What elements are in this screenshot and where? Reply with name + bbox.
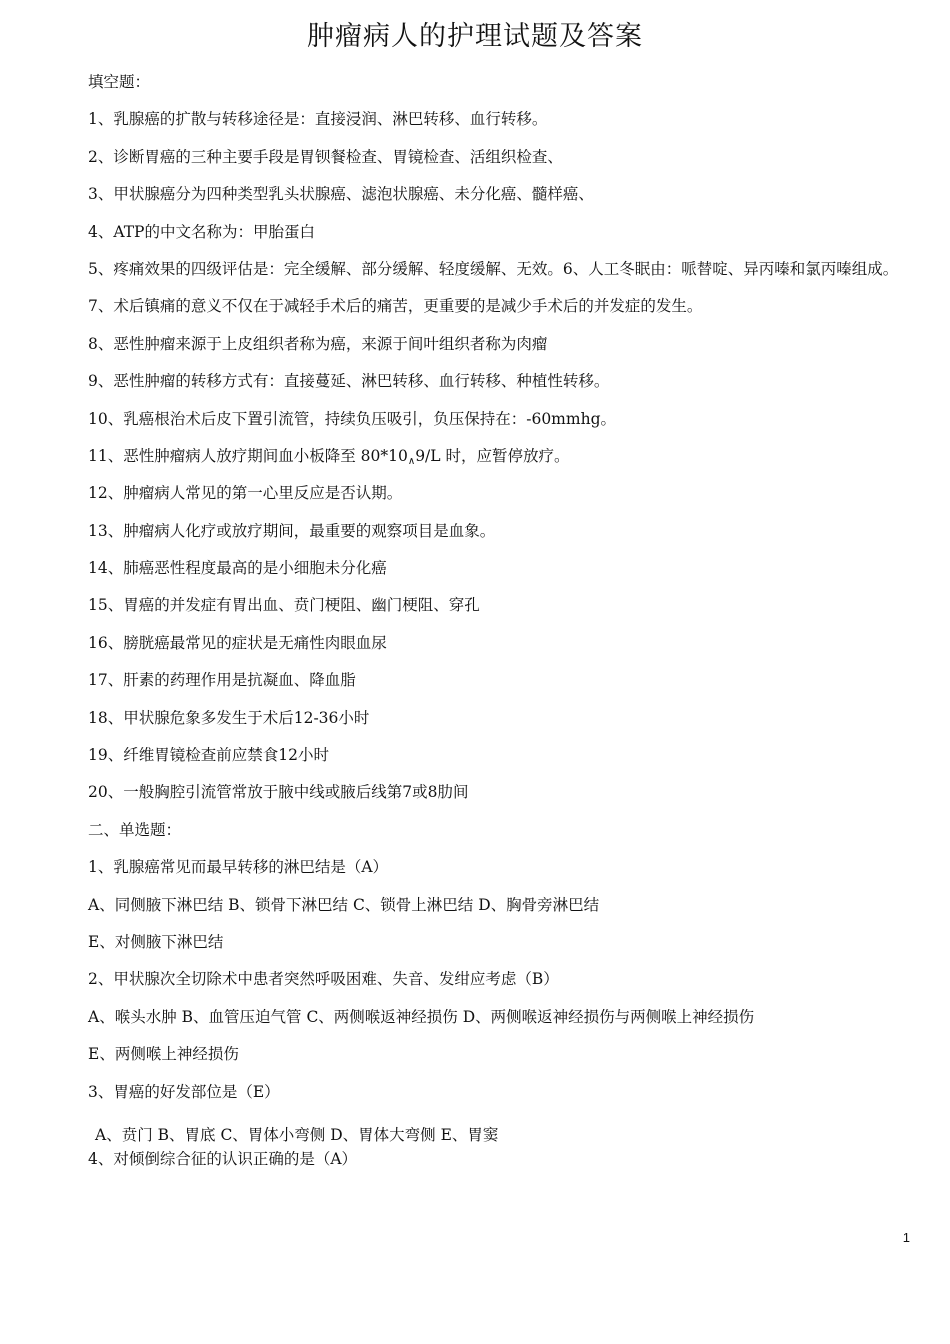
question-line: 16、膀胱癌最常见的症状是无痛性肉眼血尿 — [88, 633, 387, 652]
question-line: 1、乳腺癌的扩散与转移途径是：直接浸润、淋巴转移、血行转移。 — [88, 110, 548, 129]
question-line: 18、甲状腺危象多发生于术后12-36小时 — [88, 708, 370, 727]
answer-options: E、对侧腋下淋巴结 — [88, 933, 224, 951]
document-title: 肿瘤病人的护理试题及答案 — [307, 21, 643, 52]
question-line: 10、乳癌根治术后皮下置引流管，持续负压吸引，负压保持在：-60mmhg。 — [88, 409, 616, 428]
answer-options: A、贲门 B、胃底 C、胃体小弯侧 D、胃体大弯侧 E、胃窦 — [95, 1125, 499, 1144]
question-line-11 — [88, 438, 918, 475]
question-line: 3、胃癌的好发部位是（E） — [88, 1082, 280, 1101]
question-line: 8、恶性肿瘤来源于上皮组织者称为癌，来源于间叶组织者称为肉瘤 — [88, 334, 548, 353]
question-line: 4、对倾倒综合征的认识正确的是（A） — [88, 1149, 358, 1168]
question-line: 17、肝素的药理作用是抗凝血、降血脂 — [88, 671, 356, 690]
question-line: 13、肿瘤病人化疗或放疗期间，最重要的观察项目是血象。 — [88, 521, 496, 540]
answer-options: A、同侧腋下淋巴结 B、锁骨下淋巴结 C、锁骨上淋巴结 D、胸骨旁淋巴结 — [88, 895, 600, 914]
question-text: 9/L 时，应暂停放疗。 — [415, 446, 570, 465]
answer-options: E、两侧喉上神经损伤 — [88, 1045, 239, 1064]
document-body — [88, 64, 918, 1171]
question-line: 2、甲状腺次全切除术中患者突然呼吸困难、失音、发绀应考虑（B） — [88, 970, 559, 989]
question-line: 2、诊断胃癌的三种主要手段是胃钡餐检查、胃镜检查、活组织检查、 — [88, 147, 563, 166]
question-line: 12、肿瘤病人常见的第一心里反应是否认期。 — [88, 484, 403, 503]
section-heading-fill-in: 填空题： — [88, 73, 151, 91]
question-line: 14、肺癌恶性程度最高的是小细胞未分化癌 — [88, 559, 387, 578]
question-line: 9、恶性肿瘤的转移方式有：直接蔓延、淋巴转移、血行转移、种植性转移。 — [88, 372, 610, 391]
question-line: 7、术后镇痛的意义不仅在于减轻手术后的痛苦，更重要的是减少手术后的并发症的发生。 — [88, 297, 703, 316]
superscript-mark: ∧ — [407, 455, 416, 467]
question-line: 20、一般胸腔引流管常放于腋中线或腋后线第7或8肋间 — [88, 783, 469, 802]
question-line: 19、纤维胃镜检查前应禁食12小时 — [88, 746, 329, 765]
question-line: 4、ATP的中文名称为：甲胎蛋白 — [88, 222, 315, 241]
question-line: 15、胃癌的并发症有胃出血、贲门梗阻、幽门梗阻、穿孔 — [88, 596, 480, 615]
question-line: 5、疼痛效果的四级评估是：完全缓解、部分缓解、轻度缓解、无效。6、人工冬眠由：哌替啶、异丙嗪和氯丙嗪组成。 — [88, 259, 899, 278]
question-line: 3、甲状腺癌分为四种类型乳头状腺癌、滤泡状腺癌、未分化癌、髓样癌、 — [88, 185, 594, 204]
question-line: 1、乳腺癌常见而最早转移的淋巴结是（A） — [88, 858, 389, 877]
question-text: 11、恶性肿瘤病人放疗期间血小板降至 80*10 — [88, 446, 408, 465]
page-number: 1 — [902, 1230, 910, 1245]
answer-options: A、喉头水肿 B、血管压迫气管 C、两侧喉返神经损伤 D、两侧喉返神经损伤与两侧喉上神经损伤 — [88, 1007, 755, 1026]
section-heading-single-choice: 二、单选题： — [88, 820, 182, 839]
